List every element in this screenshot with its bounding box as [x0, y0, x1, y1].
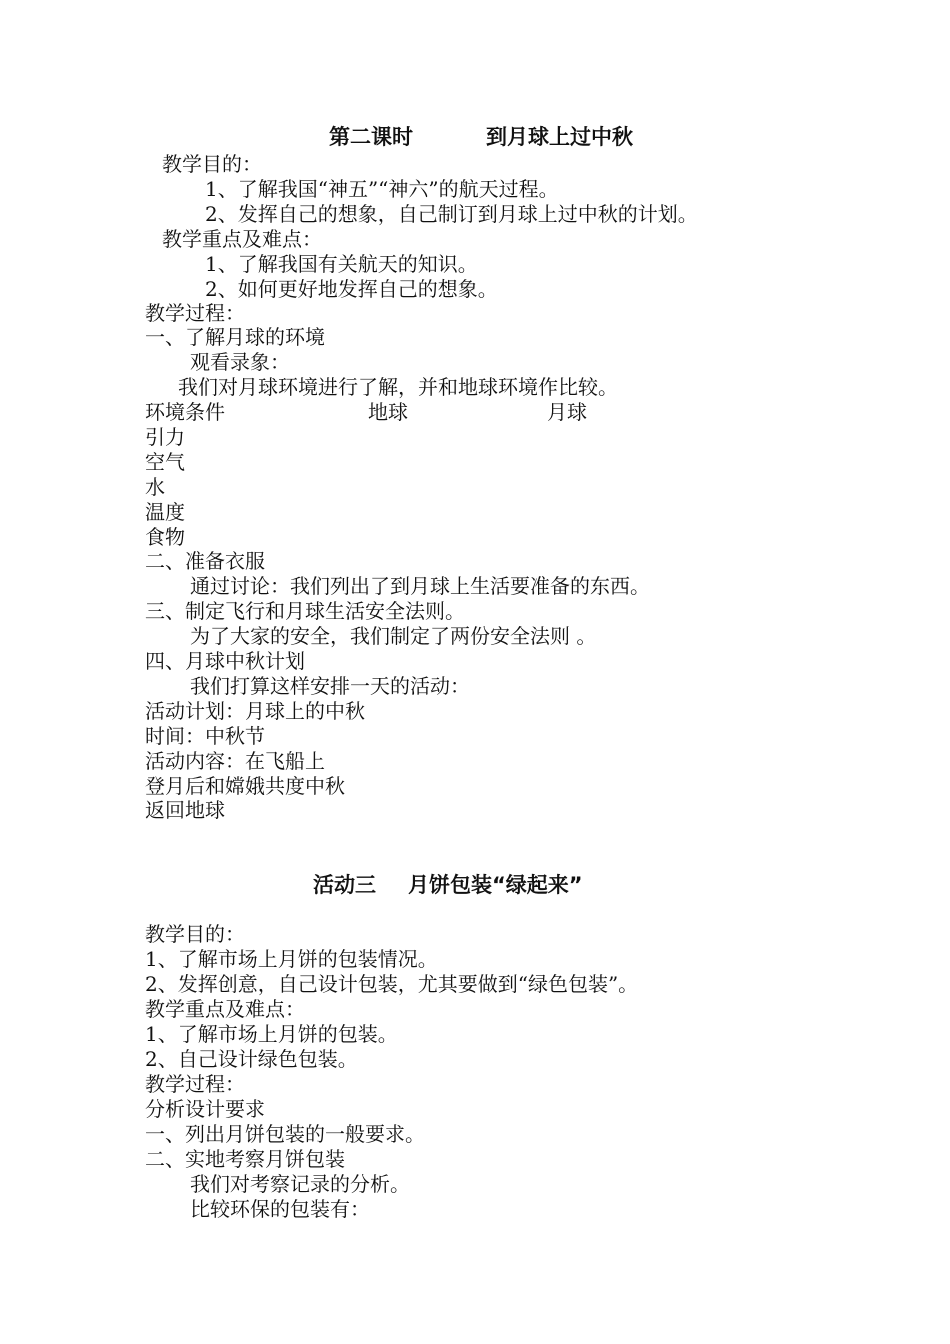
section1-key-point-1: 1、了解我国有关航天的知识。	[205, 252, 478, 276]
section1-goals-heading: 教学目的：	[162, 152, 262, 176]
section2-title-part-b: 月饼包装“绿起来”	[408, 873, 583, 897]
section2-key-point-2: 2、自己设计绿色包装。	[145, 1047, 358, 1071]
plan-line-4: 登月后和嫦娥共度中秋	[145, 774, 345, 798]
section1-key-point-2: 2、如何更好地发挥自己的想象。	[205, 277, 498, 301]
section2-step-2-a: 我们对考察记录的分析。	[190, 1172, 410, 1196]
section1-step-1: 一、了解月球的环境	[145, 325, 325, 349]
section2-step-1: 一、列出月饼包装的一般要求。	[145, 1122, 425, 1146]
table-row-temperature: 温度	[145, 500, 185, 524]
section1-step-1-b: 我们对月球环境进行了解，并和地球环境作比较。	[178, 375, 618, 399]
section1-title-part-a: 第二课时	[329, 125, 413, 149]
section1-step-4: 四、月球中秋计划	[145, 649, 305, 673]
table-header-condition: 环境条件	[145, 400, 225, 424]
table-header-moon: 月球	[547, 400, 587, 424]
plan-line-5: 返回地球	[145, 798, 225, 822]
section1-step-2-a: 通过讨论：我们列出了到月球上生活要准备的东西。	[190, 574, 650, 598]
plan-line-2: 时间：中秋节	[145, 724, 265, 748]
section2-key-heading: 教学重点及难点：	[145, 997, 305, 1021]
table-row-gravity: 引力	[145, 425, 185, 449]
section2-title-part-a: 活动三	[313, 873, 376, 897]
section1-step-4-a: 我们打算这样安排一天的活动：	[190, 674, 470, 698]
section2-goal-2: 2、发挥创意，自己设计包装，尤其要做到“绿色包装”。	[145, 972, 639, 996]
section2-analysis: 分析设计要求	[145, 1097, 265, 1121]
section2-process-heading: 教学过程：	[145, 1072, 245, 1096]
section1-step-2: 二、准备衣服	[145, 549, 265, 573]
plan-line-3: 活动内容：在飞船上	[145, 749, 325, 773]
table-row-food: 食物	[145, 525, 185, 549]
plan-line-1: 活动计划：月球上的中秋	[145, 699, 365, 723]
section2-step-2: 二、实地考察月饼包装	[145, 1147, 345, 1171]
section1-goal-1: 1、了解我国“神五”“神六”的航天过程。	[205, 177, 559, 201]
section1-step-3-a: 为了大家的安全，我们制定了两份安全法则 。	[190, 624, 597, 648]
section1-key-heading: 教学重点及难点：	[162, 227, 322, 251]
section1-goal-2: 2、发挥自己的想象，自己制订到月球上过中秋的计划。	[205, 202, 698, 226]
section1-title-part-b: 到月球上过中秋	[486, 125, 633, 149]
section2-step-2-b: 比较环保的包装有：	[190, 1197, 370, 1221]
section2-key-point-1: 1、了解市场上月饼的包装。	[145, 1022, 398, 1046]
table-row-water: 水	[145, 475, 165, 499]
table-header-earth: 地球	[368, 400, 408, 424]
section1-step-3: 三、制定飞行和月球生活安全法则。	[145, 599, 465, 623]
section2-goals-heading: 教学目的：	[145, 922, 245, 946]
section2-goal-1: 1、了解市场上月饼的包装情况。	[145, 947, 438, 971]
section1-process-heading: 教学过程：	[145, 301, 245, 325]
section1-step-1-a: 观看录象：	[190, 350, 290, 374]
table-row-air: 空气	[145, 450, 185, 474]
